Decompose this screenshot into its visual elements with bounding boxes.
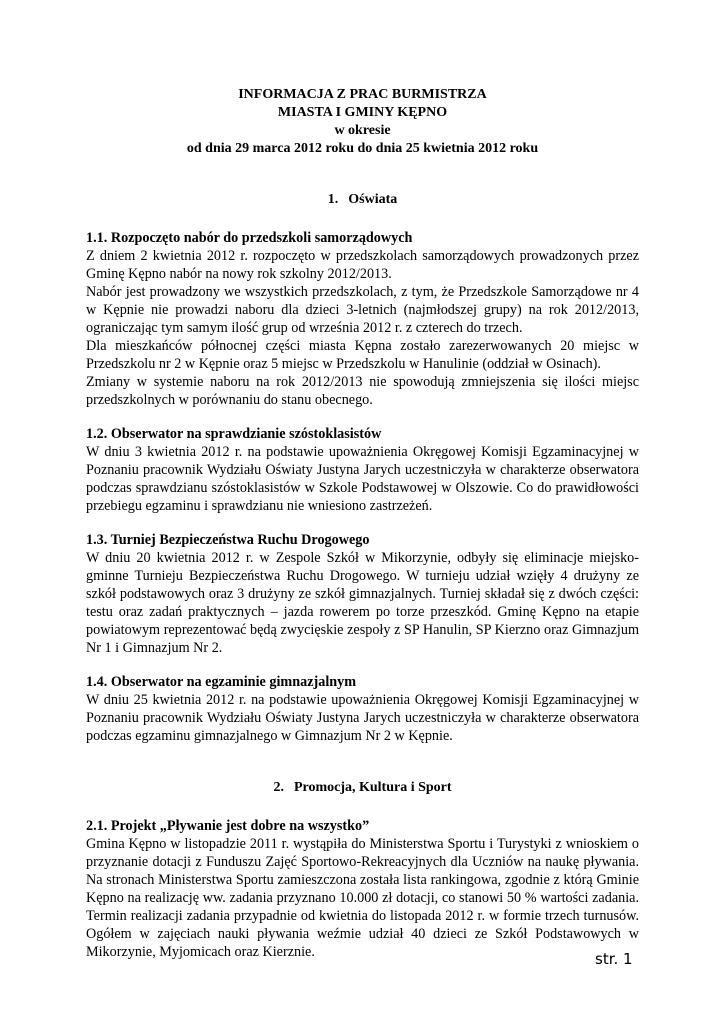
document-title xyxy=(86,86,639,158)
section-title: 1.2. Obserwator na sprawdzianie szóstoklasistów xyxy=(86,426,382,442)
page-number: str. 1 xyxy=(595,950,633,968)
paragraph: W dniu 25 kwietnia 2012 r. na podstawie upoważnienia Okręgowej Komisji Egzaminacyjnej w Poznaniu pracownik Wydziału Oświaty Justyna Jarych uczestniczyła w charakterze obserwatora podczas egzaminu gimnazjalnego w Gimnazjum Nr 2 w Kępnie. xyxy=(86,692,639,744)
paragraph: W dniu 3 kwietnia 2012 r. na podstawie upoważnienia Okręgowej Komisji Egzaminacyjnej w Poznaniu pracownik Wydziału Oświaty Justyna Jarych uczestniczyła w charakterze obserwatora podczas sprawdzianu szóstoklasistów w Szkole Podstawowej w Olszowie. Co do prawidłowości przebiegu egzaminu i sprawdzianu nie wniesiono zastrzeżeń. xyxy=(86,444,639,514)
paragraph: Nabór jest prowadzony we wszystkich przedszkolach, z tym, że Przedszkole Samorządowe nr 4 w Kępnie nie prowadzi naboru dla dzieci 3-letnich (najmłodszej grupy) na rok 2012/2013, ograniczając tym samym ilość grup od września 2012 r. z czterech do trzech. xyxy=(86,284,639,336)
chapter-title: Oświata xyxy=(348,192,398,207)
section-title: 1.1. Rozpoczęto nabór do przedszkoli samorządowych xyxy=(86,230,413,246)
section-title: 1.3. Turniej Bezpieczeństwa Ruchu Drogowego xyxy=(86,532,370,548)
section-1-1 xyxy=(86,229,639,409)
chapter-heading-1 xyxy=(86,191,639,209)
section-title: 1.4. Obserwator na egzaminie gimnazjalnym xyxy=(86,674,357,690)
title-line-4: od dnia 29 marca 2012 roku do dnia 25 kwietnia 2012 roku xyxy=(186,141,539,156)
title-line-3: w okresie xyxy=(334,123,391,138)
title-line-2: MIASTA I GMINY KĘPNO xyxy=(277,105,448,120)
section-1-3 xyxy=(86,531,639,657)
paragraph: W dniu 20 kwietnia 2012 r. w Zespole Szkół w Mikorzynie, odbyły się eliminacje miejsko-gminne Turnieju Bezpieczeństwa Ruchu Drogowego. W turnieju udział wzięły 4 drużyny ze szkół podstawowych oraz 3 drużyny ze szkół gimnazjalnych. Turniej składał się z dwóch części: testu oraz zadań praktycznych – jazda rowerem po torze przeszkód. Gminę Kępno na etapie powiatowym reprezentować będą zwycięskie zespoły z SP Hanulin, SP Kierzno oraz Gimnazjum Nr 1 i Gimnazjum Nr 2. xyxy=(86,550,639,656)
section-2-1 xyxy=(86,817,639,961)
section-1-4 xyxy=(86,673,639,745)
chapter-title: Promocja, Kultura i Sport xyxy=(293,780,452,795)
chapter-number: 2. xyxy=(273,780,284,795)
section-title: 2.1. Projekt „Pływanie jest dobre na wszystko” xyxy=(86,818,370,834)
paragraph: Dla mieszkańców północnej części miasta Kępna zostało zarezerwowanych 20 miejsc w Przedszkolu nr 2 w Kępnie oraz 5 miejsc w Przedszkolu w Hanulinie (oddział w Osinach). xyxy=(86,338,639,372)
chapter-number: 1. xyxy=(327,192,339,207)
document-content xyxy=(86,86,639,977)
paragraph: Z dniem 2 kwietnia 2012 r. rozpoczęto w przedszkolach samorządowych prowadzonych przez Gminę Kępno nabór na nowy rok szkolny 2012/2013. xyxy=(86,248,639,282)
paragraph: Zmiany w systemie naboru na rok 2012/2013 nie spowodują zmniejszenia się ilości miejsc przedszkolnych w porównaniu do stanu obecnego. xyxy=(86,374,639,408)
section-1-2 xyxy=(86,425,639,515)
paragraph: Gmina Kępno w listopadzie 2011 r. wystąpiła do Ministerstwa Sportu i Turystyki z wnioskiem o przyznanie dotacji z Funduszu Zajęć Sportowo-Rekreacyjnych dla Uczniów na naukę pływania. Na stronach Ministerstwa Sportu zamieszczona została lista rankingowa, zgodnie z którą Gminie Kępno na realizację ww. zadania przyznano 10.000 zł dotacji, co stanowi 50 % wartości zadania. Termin realizacji zadania przypadnie od kwietnia do listopada 2012 r. w formie trzech turnusów. Ogółem w zajęciach nauki pływania weźmie udział 40 dzieci ze Szkół Podstawowych w Mikorzynie, Myjomicach oraz Kierznie. xyxy=(86,836,639,960)
chapter-heading-2 xyxy=(86,779,639,797)
title-line-1: INFORMACJA Z PRAC BURMISTRZA xyxy=(238,87,487,102)
